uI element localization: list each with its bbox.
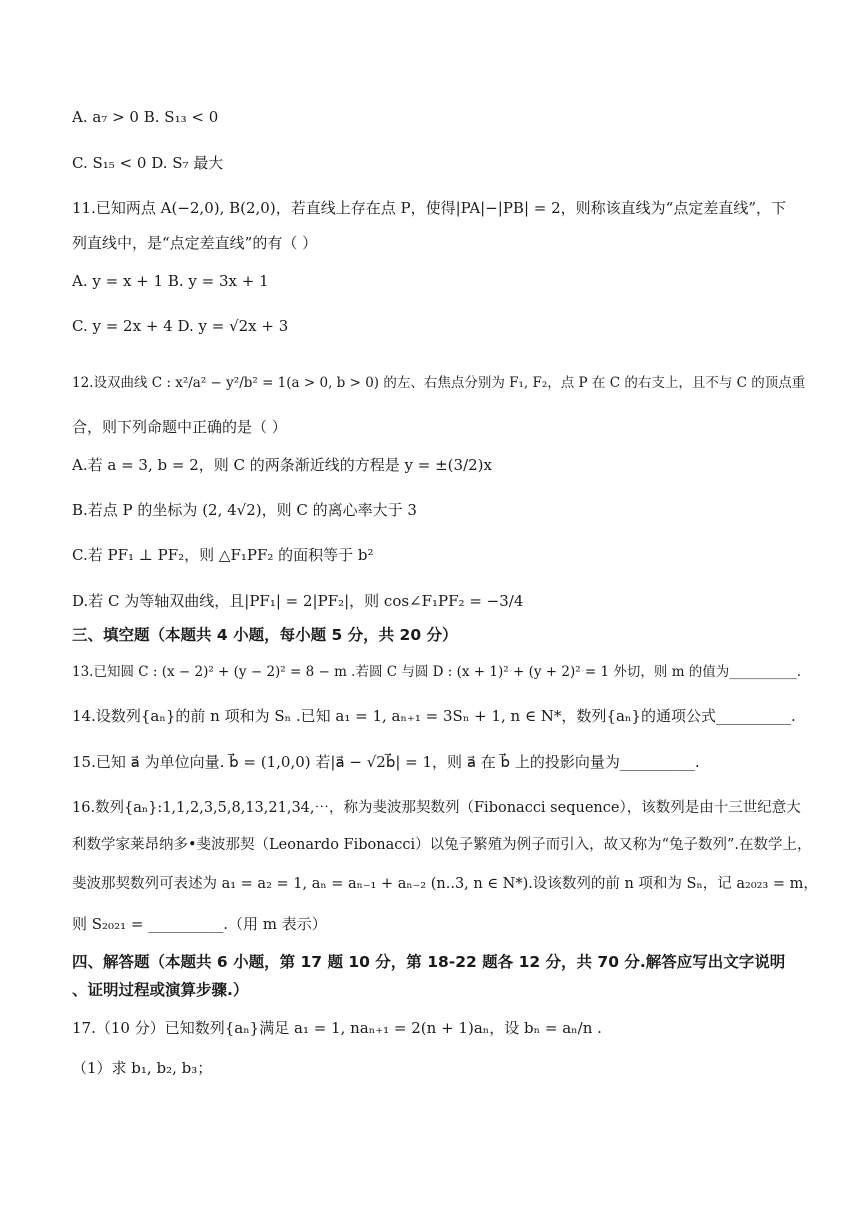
- section-4-heading-line1: 四、解答题（本题共 6 小题，第 17 题 10 分，第 18-22 题各 12 分，共 70 分.解答应写出文字说明: [72, 953, 786, 971]
- q12-stem-line2: 合，则下列命题中正确的是（ ）: [72, 418, 287, 436]
- q16-line3: 斐波那契数列可表述为 a₁ = a₂ = 1, aₙ = aₙ₋₁ + aₙ₋₂ (n..3, n ∈ N*).设该数列的前 n 项和为 Sₙ，记 a₂₀₂₃ = m，: [72, 876, 818, 892]
- q11-options-ab: A. y = x + 1 B. y = 3x + 1: [72, 272, 269, 290]
- q12-option-d: D.若 C 为等轴双曲线，且|PF₁| = 2|PF₂|，则 cos∠F₁PF₂ = −3/4: [72, 592, 524, 610]
- q10-options-ab: A. a₇ > 0 B. S₁₃ < 0: [72, 108, 219, 126]
- q16-line4: 则 S₂₀₂₁ = __________.（用 m 表示）: [72, 915, 327, 933]
- q11-stem-line1: 11.已知两点 A(−2,0), B(2,0)，若直线上存在点 P，使得|PA|−|PB| = 2，则称该直线为“点定差直线”，下: [72, 199, 786, 217]
- q16-line2: 利数学家莱昂纳多•斐波那契（Leonardo Fibonacci）以兔子繁殖为例子而引入，故又称为“兔子数列”.在数学上，: [72, 837, 812, 853]
- q10-options-cd: C. S₁₅ < 0 D. S₇ 最大: [72, 154, 224, 172]
- q15: 15.已知 a⃗ 为单位向量. b⃗ = (1,0,0) 若|a⃗ − √2b⃗| = 1，则 a⃗ 在 b⃗ 上的投影向量为__________.: [72, 753, 700, 771]
- q17-stem: 17.（10 分）已知数列{aₙ}满足 a₁ = 1, naₙ₊₁ = 2(n + 1)aₙ，设 bₙ = aₙ/n .: [72, 1019, 602, 1037]
- q13: 13.已知圆 C : (x − 2)² + (y − 2)² = 8 − m .若圆 C 与圆 D : (x + 1)² + (y + 2)² = 1 外切，则 m 的值为__________.: [72, 664, 802, 680]
- q12-option-c: C.若 PF₁ ⊥ PF₂，则 △F₁PF₂ 的面积等于 b²: [72, 546, 374, 564]
- q12-option-a: A.若 a = 3, b = 2，则 C 的两条渐近线的方程是 y = ±(3/2)x: [72, 456, 492, 474]
- q17-part1: （1）求 b₁, b₂, b₃；: [72, 1059, 213, 1077]
- q14: 14.设数列{aₙ}的前 n 项和为 Sₙ .已知 a₁ = 1, aₙ₊₁ = 3Sₙ + 1, n ∈ N*，数列{aₙ}的通项公式__________.: [72, 707, 796, 725]
- q12-option-b: B.若点 P 的坐标为 (2, 4√2)，则 C 的离心率大于 3: [72, 501, 417, 519]
- q16-line1: 16.数列{aₙ}:1,1,2,3,5,8,13,21,34,⋯，称为斐波那契数列（Fibonacci sequence），该数列是由十三世纪意大: [72, 800, 801, 816]
- q12-stem-line1: 12.设双曲线 C : x²/a² − y²/b² = 1(a > 0, b > 0) 的左、右焦点分别为 F₁, F₂，点 P 在 C 的右支上，且不与 C 的顶点重: [72, 375, 806, 391]
- section-4-heading-line2: 、证明过程或演算步骤.）: [72, 981, 249, 999]
- section-3-heading: 三、填空题（本题共 4 小题，每小题 5 分，共 20 分）: [72, 626, 458, 644]
- q11-stem-line2: 列直线中，是“点定差直线”的有（ ）: [72, 234, 318, 252]
- q11-options-cd: C. y = 2x + 4 D. y = √2x + 3: [72, 317, 289, 335]
